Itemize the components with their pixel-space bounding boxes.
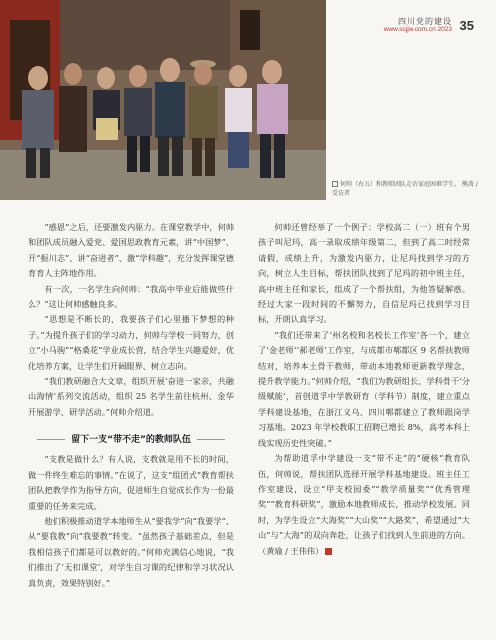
paragraph: “支教是做什么？有人说，支教就是用不长的时间，做一件终生难忘的事情。”在说了，这支“组团式”教育帮扶团队把教学作为指导方向，促进师生自觉成长作为一份最重要的任务来完成。: [28, 454, 234, 511]
paragraph-text: 为帮助道孚中学建设一支“带不走”的“硬核”教育队伍，何帅说，帮扶团队选择开展学科基地建设。班主任工作室建设，设立“甲支校园委”“教学质量奖”“优秀管理奖”“教育科研奖”，激励本地教师成长，推动学校发展。同时，为学生设立“大海奖”“大山奖”“大路奖”，希望通过“大山”与“大海”的双向奔赴，让孩子们找到人生前进的方向。（黄瑜 / 王伟伟）: [258, 453, 470, 556]
group-photo-illustration: [0, 0, 326, 200]
caption-marker-icon: [332, 181, 338, 187]
left-column: [28, 220, 234, 591]
magazine-url: www.scjjw.com.cn 2023: [383, 26, 452, 33]
magazine-title: 四川党的建设: [398, 17, 452, 26]
photo-caption: [332, 180, 482, 198]
paragraph: 有一次，一名学生向何帅：“我高中毕业后能做些什么？”这让何帅感触良多。: [28, 283, 234, 310]
page-number: 35: [459, 18, 474, 33]
right-column: [258, 220, 470, 559]
paragraph: 何帅还曾经举了一个例子：学校高二（一）班有个男孩子叫尼玛，高一录取成绩年级第二，但到了高二时经常请假，成绩上升，为激发内驱力，让尼玛找到学习的方向，树立人生目标，帮扶团队找到了尼玛的初中班主任，高中班主任和家长，组成了一个帮扶组，为他答疑解惑。经过大家一段时间的不懈努力，自信尼玛已找到学习目标，开朗认真学习。: [258, 222, 470, 325]
paragraph: [258, 451, 470, 559]
paragraph: “思想是不断长的，我要孩子们心里播下梦想的种子。”为提升孩子们的学习动力，何帅与学校一同努力，创立“小马驹”“格桑花”学业成长营，结合学生兴趣爱好，优化培养方案，让学生们开阔眼界、树立志向。: [28, 314, 234, 371]
section-heading: 留下一支“带不走”的教师队伍: [28, 432, 234, 445]
end-mark-icon: [325, 548, 332, 555]
caption-text: 何帅（右五）和教师团队走访家庭困难学生。 熊波 / 受访者: [332, 181, 478, 197]
paragraph: “我们还带来了‘州名校和名校长工作室’各一个，建立了‘金老师’‘郝老师’工作室，与成都市郫都区 9 名帮扶教师结对，培养本土骨干教师，带动本地教师更新教学理念，提升教学能力。”何帅介绍，“我们为教研组长、学科骨干‘分级赋能’，首创道孚中学教研育（学科节）制度，建立重点学科建设基地，在浙江义乌、四川郫都建立了教师跟岗学习基地。2023 年学校教职工招聘已增长 8%，高考本科上线实现历史性突破。”: [258, 329, 470, 448]
paragraph: 他们积极推动道学本地师生从“要我学”向“我要学”、从“要我教”向“我要教”转变。“虽然孩子基础差点，但是我相信孩子们都是可以教好的。”何帅充满信心地说，“我们推出了‘无扣课堂’，对学生自习课的纪律和学习状况认真负责，效果特别好。”: [28, 515, 234, 588]
page-header: [330, 16, 480, 56]
paragraph: “我们教研融合大文章，组织开展‘奋进一家亲，共融山海情’系列交流活动，组织 25 名学生前往杭州、金华开展游学、研学活动。”何帅介绍道。: [28, 376, 234, 417]
paragraph: “感恩”之后，还要激发内驱力。在课堂教学中，何帅和团队成员融入爱党、爱国思政教育元素，讲“中国梦”、开“振川志”、讲“奋进者”、激“学科趣”，充分发挥课堂德育育人主阵地作用。: [28, 222, 234, 279]
photo: [0, 0, 326, 200]
